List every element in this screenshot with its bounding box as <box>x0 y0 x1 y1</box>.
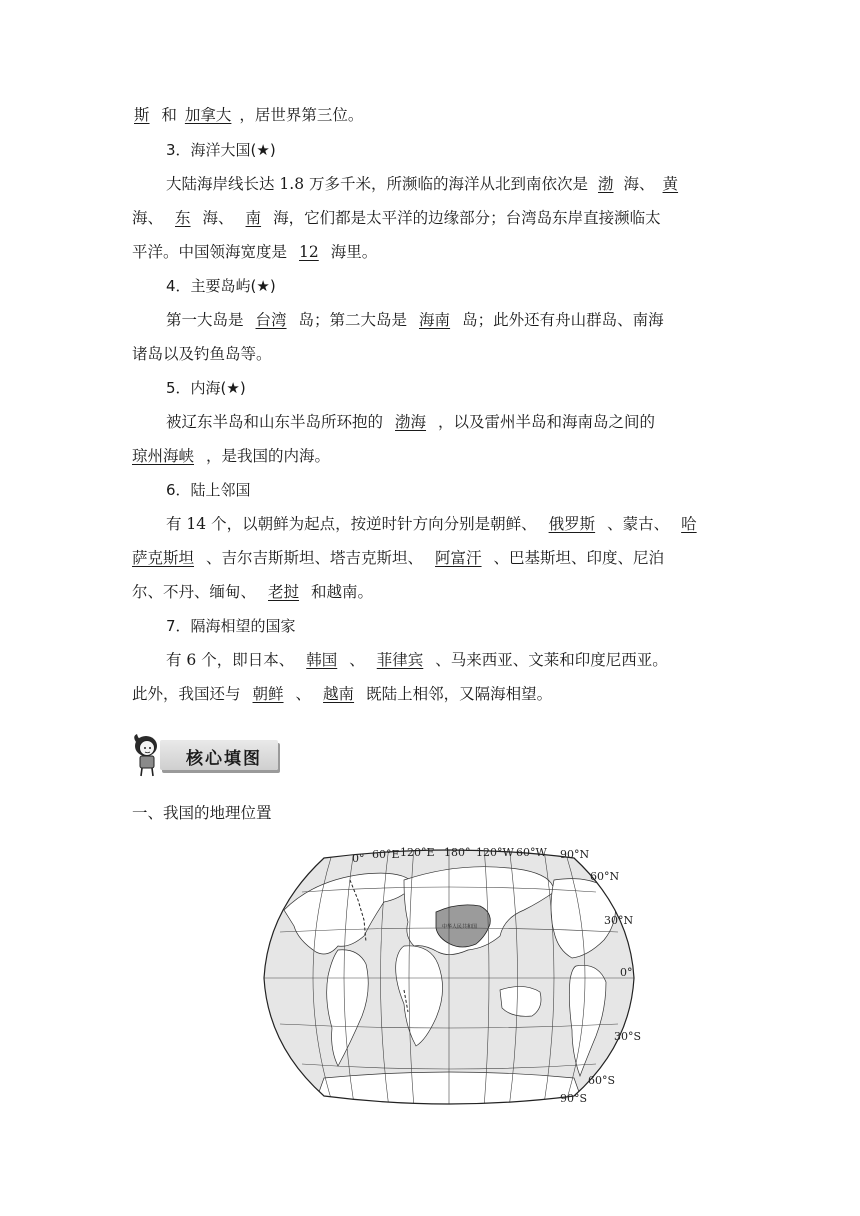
answer-blank: 阿富汗 <box>435 549 482 567</box>
section-heading-6: 6．陆上邻国 <box>166 481 251 499</box>
text-run: 和 <box>161 106 177 124</box>
text-run: 、 <box>295 685 312 703</box>
text-run: 海里。 <box>330 243 378 261</box>
text-run: ，是我国的内海。 <box>206 447 331 465</box>
map-top-label: 0° <box>352 852 365 865</box>
text-run: 尔、不丹、缅甸、 <box>132 583 257 601</box>
text-line <box>132 445 732 467</box>
map-right-label: 30°N <box>604 914 634 927</box>
map-top-label: 180° <box>444 846 471 859</box>
text-line <box>132 207 732 229</box>
text-run: 第一大岛是 <box>166 311 244 329</box>
map-top-label: 120°E <box>400 846 435 859</box>
text-run: 被辽东半岛和山东半岛所环抱的 <box>166 413 384 431</box>
answer-blank: 加拿大 <box>184 106 232 124</box>
banner-title: 核心填图 <box>186 749 262 769</box>
answer-blank: 菲律宾 <box>376 651 424 669</box>
text-run: 、巴基斯坦、印度、尼泊 <box>493 549 665 567</box>
text-run: 平洋。中国领海宽度是 <box>132 243 288 261</box>
text-run: 海、 <box>623 175 655 193</box>
answer-blank: 哈 <box>681 515 697 533</box>
answer-blank: 海南 <box>419 311 451 329</box>
answer-blank: 越南 <box>323 685 355 703</box>
map-top-label: 120°W <box>476 846 514 859</box>
text-line <box>166 513 732 535</box>
text-run: 有 6 个，即日本、 <box>166 651 295 669</box>
world-map <box>254 840 644 1106</box>
china-label: 中华人民共和国 <box>442 924 478 930</box>
answer-blank: 渤 <box>598 175 614 193</box>
text-run: 海、 <box>202 209 234 227</box>
answer-blank: 12 <box>299 243 319 261</box>
map-top-label: 60°W <box>516 846 547 859</box>
text-line <box>166 649 732 671</box>
answer-blank: 东 <box>175 209 191 227</box>
girl-mascot-icon <box>128 730 168 780</box>
text-run: 和越南。 <box>311 583 374 601</box>
answer-blank: 韩国 <box>306 651 338 669</box>
text-run: 海，它们都是太平洋的边缘部分；台湾岛东岸直接濒临太 <box>273 209 661 227</box>
text-line <box>166 309 732 331</box>
map-top-label: 60°E <box>372 848 400 861</box>
answer-blank: 台湾 <box>255 311 287 329</box>
answer-blank: 萨克斯坦 <box>132 549 195 567</box>
answer-blank: 斯 <box>134 106 150 124</box>
map-right-label: 60°S <box>588 1074 616 1087</box>
text-run: 、吉尔吉斯斯坦、塔吉克斯坦、 <box>206 549 424 567</box>
answer-blank: 俄罗斯 <box>548 515 596 533</box>
text-line <box>132 104 732 126</box>
section-heading-5: 5．内海(★) <box>166 379 246 397</box>
text-line <box>132 241 732 263</box>
answer-blank: 朝鲜 <box>252 685 284 703</box>
map-right-label: 30°S <box>614 1030 642 1043</box>
text-run: 、 <box>349 651 365 669</box>
text-run: ，居世界第三位。 <box>239 106 364 124</box>
answer-blank: 琼州海峡 <box>132 447 195 465</box>
map-right-label: 90°S <box>560 1092 588 1105</box>
section-heading-3: 3．海洋大国(★) <box>166 141 276 159</box>
text-run: 海、 <box>132 209 164 227</box>
text-run: 大陆海岸线长达 1.8 万多千米，所濒临的海洋从北到南依次是 <box>166 175 589 193</box>
map-right-label: 60°N <box>590 870 620 883</box>
text-line <box>166 173 732 195</box>
text-run: 、蒙古、 <box>607 515 670 533</box>
map-right-label: 0° <box>620 966 633 979</box>
text-run: ，以及雷州半岛和海南岛之间的 <box>438 413 656 431</box>
text-line <box>132 547 732 569</box>
map-right-label: 90°N <box>560 848 590 861</box>
text-run: 、马来西亚、文莱和印度尼西亚。 <box>435 651 668 669</box>
answer-blank: 黄 <box>662 175 679 193</box>
text-run: 既陆上相邻，又隔海相望。 <box>366 685 553 703</box>
section-title: 一、我国的地理位置 <box>132 804 272 822</box>
section-heading-4: 4．主要岛屿(★) <box>166 277 276 295</box>
text-run: 有 14 个，以朝鲜为起点，按逆时针方向分别是朝鲜、 <box>166 515 537 533</box>
section-heading-7: 7．隔海相望的国家 <box>166 617 296 635</box>
text-run: 岛；此外还有舟山群岛、南海 <box>462 311 664 329</box>
text-line <box>166 411 732 433</box>
answer-blank: 渤海 <box>395 413 427 431</box>
text-line <box>132 683 732 705</box>
text-line <box>132 581 732 603</box>
text-line: 诸岛以及钓鱼岛等。 <box>132 345 272 363</box>
text-run: 此外，我国还与 <box>132 685 241 703</box>
core-map-banner <box>128 730 283 780</box>
answer-blank: 南 <box>245 209 262 227</box>
answer-blank: 老挝 <box>268 583 300 601</box>
text-run: 岛；第二大岛是 <box>298 311 408 329</box>
